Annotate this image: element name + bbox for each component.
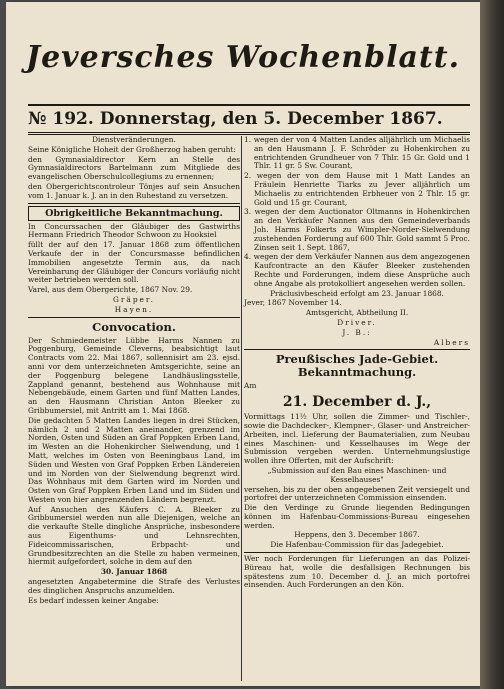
- signature: Hayen.: [114, 304, 154, 314]
- divider: [244, 349, 470, 350]
- paragraph: Auf Ansuchen des Käufers C. A. Bleeker zu Gribbumersiel werden nun alle Diejenigen, welche an die verkaufte Stelle dingliche Ansprüche, insbesondere aus Eigenthums- und Lehnsrechten, Fideicommissarischen, Erbpacht- und Grundbesitzrechten an die Stelle zu haben vermeinen, hiermit aufgefordert, solche in dem auf den: [28, 504, 240, 567]
- list-item: 2. wegen der von dem Hause mit 1 Matt Landes an Fräulein Henriette Tiarks zu Jever alljährlich um Michaelis zu entrichtenden Erbheuer von 2 Thlr. 15 gr. Gold und 15 gr. Courant,: [244, 171, 470, 207]
- paragraph: angesetzten Angabetermine die Strafe des Verlustes des dinglichen Anspruchs anzumelden.: [28, 577, 240, 595]
- divider: [244, 552, 470, 553]
- paragraph: versehen, bis zu der oben angegebenen Zeit versiegelt und portofrei der unterzeichneten Commission einsenden.: [244, 484, 470, 503]
- notice-heading: Convocation.: [92, 319, 176, 334]
- date-line: 30. Januar 1868: [100, 567, 168, 577]
- right-column: [244, 136, 470, 591]
- paragraph: Amtsgericht, Abtheilung II.: [305, 308, 409, 318]
- paragraph: Wer noch Forderungen für Lieferungen an das Polizei-Büreau hat, wolle die desfallsigen Rechnungen bis spätestens zum 10. December d. J. an mich portofrei einsenden. Auch Forderungen an den Kön.: [244, 554, 470, 590]
- signature: Albers: [433, 337, 470, 347]
- paragraph: Es bedarf indessen keiner Angabe:: [28, 595, 159, 605]
- signature: J. B.:: [342, 327, 372, 337]
- paragraph: den Gymnasialdirector Kern an Stelle des Gymnasialdirectors Bartelmann zum Mitgliede des evangelischen Oberschulcollegiums zu ernennen;: [28, 154, 240, 182]
- paragraph: Präclusivbescheid erfolgt am 23. Januar 1868.: [270, 288, 444, 298]
- paragraph: füllt der auf den 17. Januar 1868 zum öffentlichen Verkaufe der in der Concursmasse befindlichen Immobilien angesetzte Termin aus, da nach Vereinbarung der Gläubiger der Concurs vorläufig nicht weiter betrieben werden soll.: [28, 240, 240, 285]
- paragraph: Am: [244, 381, 257, 391]
- paragraph: Die den Verdinge zu Grunde liegenden Bedingungen können im Hafenbau-Commissions-Bureau eingesehen werden.: [244, 503, 470, 530]
- list-item: 3. wegen der dem Auctionator Oltmanns in Hohenkirchen an den Verkäufer Nannen aus den Gemeindeverbands Joh. Harms Folkerts zu Wimpler-Norder-Sielwendung zustehenden Forderung auf 600 Thlr. Gold sammt 5 Proc. Zinsen seit 1. Sept. 1867,: [244, 207, 470, 252]
- left-column: [28, 136, 240, 606]
- paragraph: Die Hafenbau-Commission für das Jadegebiet.: [270, 540, 444, 550]
- divider: [28, 317, 240, 318]
- paragraph: Seine Königliche Hoheit der Großherzog haben geruht:: [28, 144, 236, 154]
- paragraph: Vormittags 11½ Uhr, sollen die Zimmer- und Tischler-, sowie die Dachdecker-, Klempner-, Glaser- und Anstreicher-Arbeiten, incl. Lieferung der Baumaterialien, zum Neubau eines Maschinen- und Kesselhauses im Wege der Submission vergeben werden. Unternehmungslustige wollen ihre Offerten, mit der Aufschrift:: [244, 412, 470, 466]
- paragraph: Der Schmiedemeister Lübbe Harms Nannen zu Poggenburg, Gemeinde Cleverns, beabsichtigt laut Contracts vom 22. Mai 1867, sollennisirt am 23. ejsd. anni vor dem unterzeichneten Amtsgerichte, seine an der Poggenburg belegene Landhäuslingsstelle, Zappland genannt, bestehend aus Wohnhause mit Nebengebäude, einem Garten und fünf Matten Landes, an den Hausmann Christian Anton Bleeker zu Gribbumersiel, mit Antritt am 1. Mai 1868.: [28, 335, 240, 415]
- paragraph: In Concurssachen der Gläubiger des Gastwirths Hermann Friedrich Theodor Schwoon zu Hooksiel: [28, 221, 240, 240]
- paragraph: Die gedachten 5 Matten Landes liegen in drei Stücken, nämlich 2 und 2 Matten aneinander, grenzend im Norden, Osten und Süden an Graf Poppken Erben Land, im Westen an die Hohenkircher Sielwendung, und 1 Matt, welches im Osten von Beeningbaus Land, im Süden und Westen von Graf Poppken Erben Ländereien und im Norden von der Sielwendung begrenzt wird. Das Wohnhaus mit dem Garten wird im Norden und Osten von Graf Poppken Erben Land und im Süden und Westen von hier angrenzenden Ländern begrenzt.: [28, 415, 240, 504]
- list-item: 1. wegen der von 4 Matten Landes alljährlich um Michaelis an den Hausmann J. F. Schröder zu Hohenkirchen zu entrichtenden Grundheuer von 7 Thlr. 15 Gr. Gold und 1 Thlr. 11 gr. 5 Sw. Courant,: [244, 135, 470, 171]
- paragraph: Jever, 1867 November 14.: [244, 298, 342, 308]
- signature: Driver.: [337, 317, 377, 327]
- notice-heading: Obrigkeitliche Bekanntmachung.: [28, 206, 240, 221]
- issue-line: № 192. Donnerstag, den 5. December 1867.: [28, 104, 470, 135]
- page-edge: [480, 0, 504, 689]
- list-item: 4. wegen der dem Verkäufer Nannen aus dem angezogenen Kaufcontracte an den Käufer Bleeker zustehenden Rechte und Forderungen, indem diese Ansprüche auch ohne Angabe als protokolliert angesehen werden sollen.: [244, 252, 470, 288]
- section-heading: Dienstveränderungen.: [92, 135, 176, 144]
- paragraph: Heppens, den 3. December 1867.: [294, 530, 420, 540]
- notice-heading: Preußisches Jade-Gebiet. Bekanntmachung.: [275, 352, 439, 380]
- paragraph: „Submission auf den Bau eines Maschinen- und Kesselhauses": [267, 465, 447, 484]
- signature: Gräper.: [112, 294, 156, 304]
- newspaper-page: [6, 2, 480, 686]
- paragraph: den Obergerichtscontroleur Tönjes auf sein Ansuchen vom 1. Januar k. J. an in den Ruhestand zu versetzen.: [28, 181, 240, 200]
- divider: [28, 203, 240, 204]
- paragraph: Varel, aus dem Obergerichte, 1867 Nov. 29.: [28, 285, 193, 295]
- masthead-title: Jeversches Wochenblatt.: [25, 40, 461, 75]
- date-heading: 21. December d. J.,: [282, 394, 432, 411]
- column-rule: [241, 136, 242, 681]
